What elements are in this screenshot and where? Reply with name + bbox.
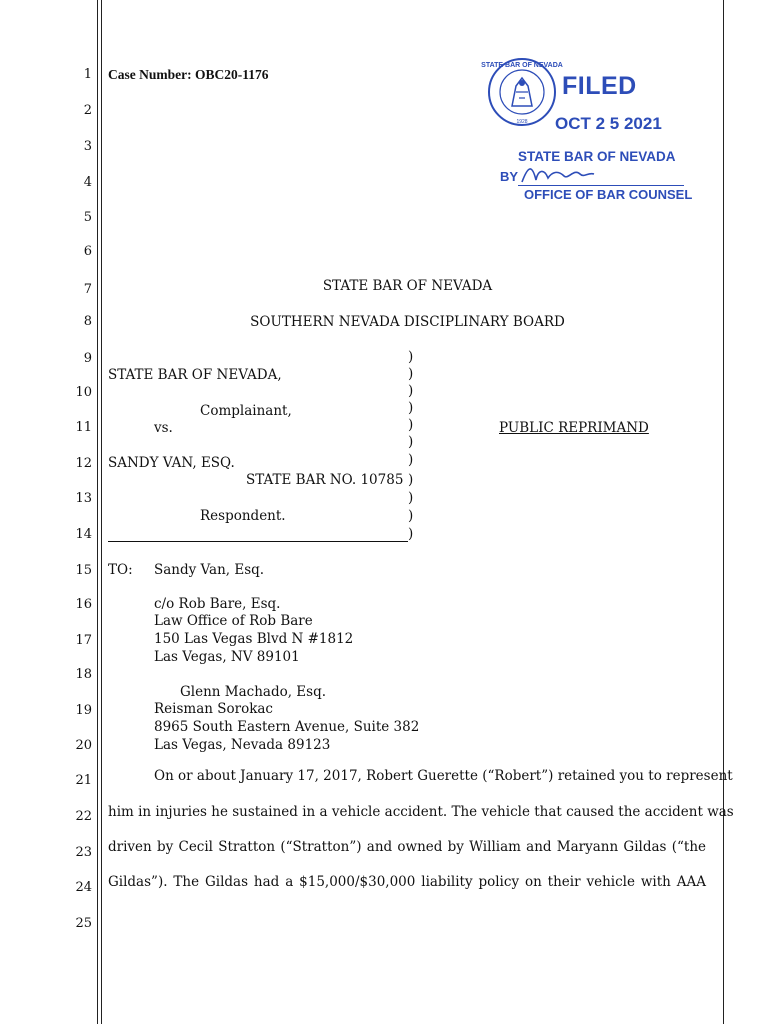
line-number: 17 <box>75 633 92 648</box>
line-number: 23 <box>75 845 92 860</box>
recipient-name: Sandy Van, Esq. <box>154 562 265 578</box>
address-line: Las Vegas, Nevada 89123 <box>154 737 331 753</box>
line-number: 4 <box>83 175 92 190</box>
address-line: Law Office of Rob Bare <box>154 613 313 629</box>
line-number: 12 <box>75 456 92 471</box>
to-label: TO: <box>108 562 133 578</box>
board-title-line-2: SOUTHERN NEVADA DISCIPLINARY BOARD <box>250 314 565 330</box>
respondent-bar-number: STATE BAR NO. 10785 <box>246 472 404 488</box>
signature-icon <box>518 160 598 188</box>
caption-underline <box>108 541 408 542</box>
seal-year: 1928 <box>516 119 528 125</box>
line-number: 8 <box>83 314 92 329</box>
line-number: 14 <box>75 527 92 542</box>
body-line: driven by Cecil Stratton (“Stratton”) and owned by William and Maryann Gildas (“the <box>108 839 706 855</box>
document-page: 1 2 3 4 5 6 7 8 9 10 11 12 13 14 15 16 17 18 19 20 21 22 23 24 25 Case Number: OBC20-1176 STATE BAR OF NEVADA 1928 FILED OCT 2 5 2021 STATE BAR OF NEVADA BY OFFICE OF BAR COUNSEL STATE BAR OF NEVADA SOUTHERN NEVADA DISCIPLINARY BOARD ) ) ) ) ) ) ) ) ) ) ) STATE BAR OF NEVADA, Complainant, vs. SANDY VAN, ESQ. STATE BAR NO. 10785 Respondent. PUBLIC REPRIMAND TO: Sandy Van, Esq. c/o Rob Bare, Esq. Law Office of Rob Bare 150 Las Vegas Blvd N #1812 Las Vegas, NV 89101 Glenn Machado, Esq. Reisman Sorokac 8965 South Eastern Avenue, Suite 382 Las Vegas, Nevada 89123 On or about January 17, 2017, Robert Guerette (“Robert”) retained you to represent him in injuries he sustained in a vehicle accident. The vehicle that caused the accident was driven by Cecil Stratton (“Stratton”) and owned by William and Maryann Gildas (“the Gildas”). The Gildas had a $15,000/$30,000 liability policy on their vehicle with AAA <box>0 0 770 1024</box>
board-title-line-1: STATE BAR OF NEVADA <box>322 278 493 294</box>
line-number: 7 <box>83 282 92 297</box>
stamp-org: STATE BAR OF NEVADA <box>518 149 676 164</box>
line-number: 10 <box>75 385 92 400</box>
line-number: 2 <box>83 103 92 118</box>
stamp-office: OFFICE OF BAR COUNSEL <box>524 187 693 202</box>
complainant-role: Complainant, <box>200 403 292 419</box>
respondent-role: Respondent. <box>200 508 286 524</box>
line-number: 20 <box>75 738 92 753</box>
seal-text: STATE BAR OF NEVADA <box>481 62 563 69</box>
line-number: 15 <box>75 563 92 578</box>
body-line: On or about January 17, 2017, Robert Guerette (“Robert”) retained you to represent <box>154 768 733 784</box>
address-line: Las Vegas, NV 89101 <box>154 649 300 665</box>
line-number: 1 <box>83 67 92 82</box>
line-number: 9 <box>83 351 92 366</box>
address-line: c/o Rob Bare, Esq. <box>154 596 281 612</box>
left-margin-rule-inner <box>101 0 102 1024</box>
address-line: Reisman Sorokac <box>154 701 273 717</box>
line-number: 18 <box>75 667 92 682</box>
body-line: Gildas”). The Gildas had a $15,000/$30,000 liability policy on their vehicle with AAA <box>108 874 706 890</box>
address-line: 150 Las Vegas Blvd N #1812 <box>154 631 354 647</box>
filed-date: OCT 2 5 2021 <box>555 114 662 133</box>
line-number: 5 <box>83 210 92 225</box>
body-line: him in injuries he sustained in a vehicle accident. The vehicle that caused the accident was <box>108 804 734 820</box>
stamp-by-label: BY <box>500 169 519 184</box>
state-bar-seal-icon <box>481 56 563 128</box>
case-number: Case Number: OBC20-1176 <box>108 67 269 82</box>
line-number: 21 <box>75 773 92 788</box>
line-number: 19 <box>75 703 92 718</box>
line-number: 24 <box>75 880 92 895</box>
line-number: 25 <box>75 916 92 931</box>
line-number: 16 <box>75 597 92 612</box>
line-number: 22 <box>75 809 92 824</box>
document-title: PUBLIC REPRIMAND <box>499 420 649 436</box>
address-line: Glenn Machado, Esq. <box>180 684 327 700</box>
line-number: 13 <box>75 491 92 506</box>
address-line: 8965 South Eastern Avenue, Suite 382 <box>154 719 420 735</box>
filed-label: FILED <box>562 72 637 100</box>
versus-label: vs. <box>154 420 173 436</box>
respondent-name: SANDY VAN, ESQ. <box>108 455 235 471</box>
complainant-name: STATE BAR OF NEVADA, <box>108 367 282 383</box>
line-number: 11 <box>75 420 92 435</box>
right-margin-rule <box>723 0 724 1024</box>
left-margin-rule-outer <box>97 0 98 1024</box>
line-number: 3 <box>83 139 92 154</box>
signature-line <box>518 185 684 186</box>
line-number: 6 <box>83 244 92 259</box>
